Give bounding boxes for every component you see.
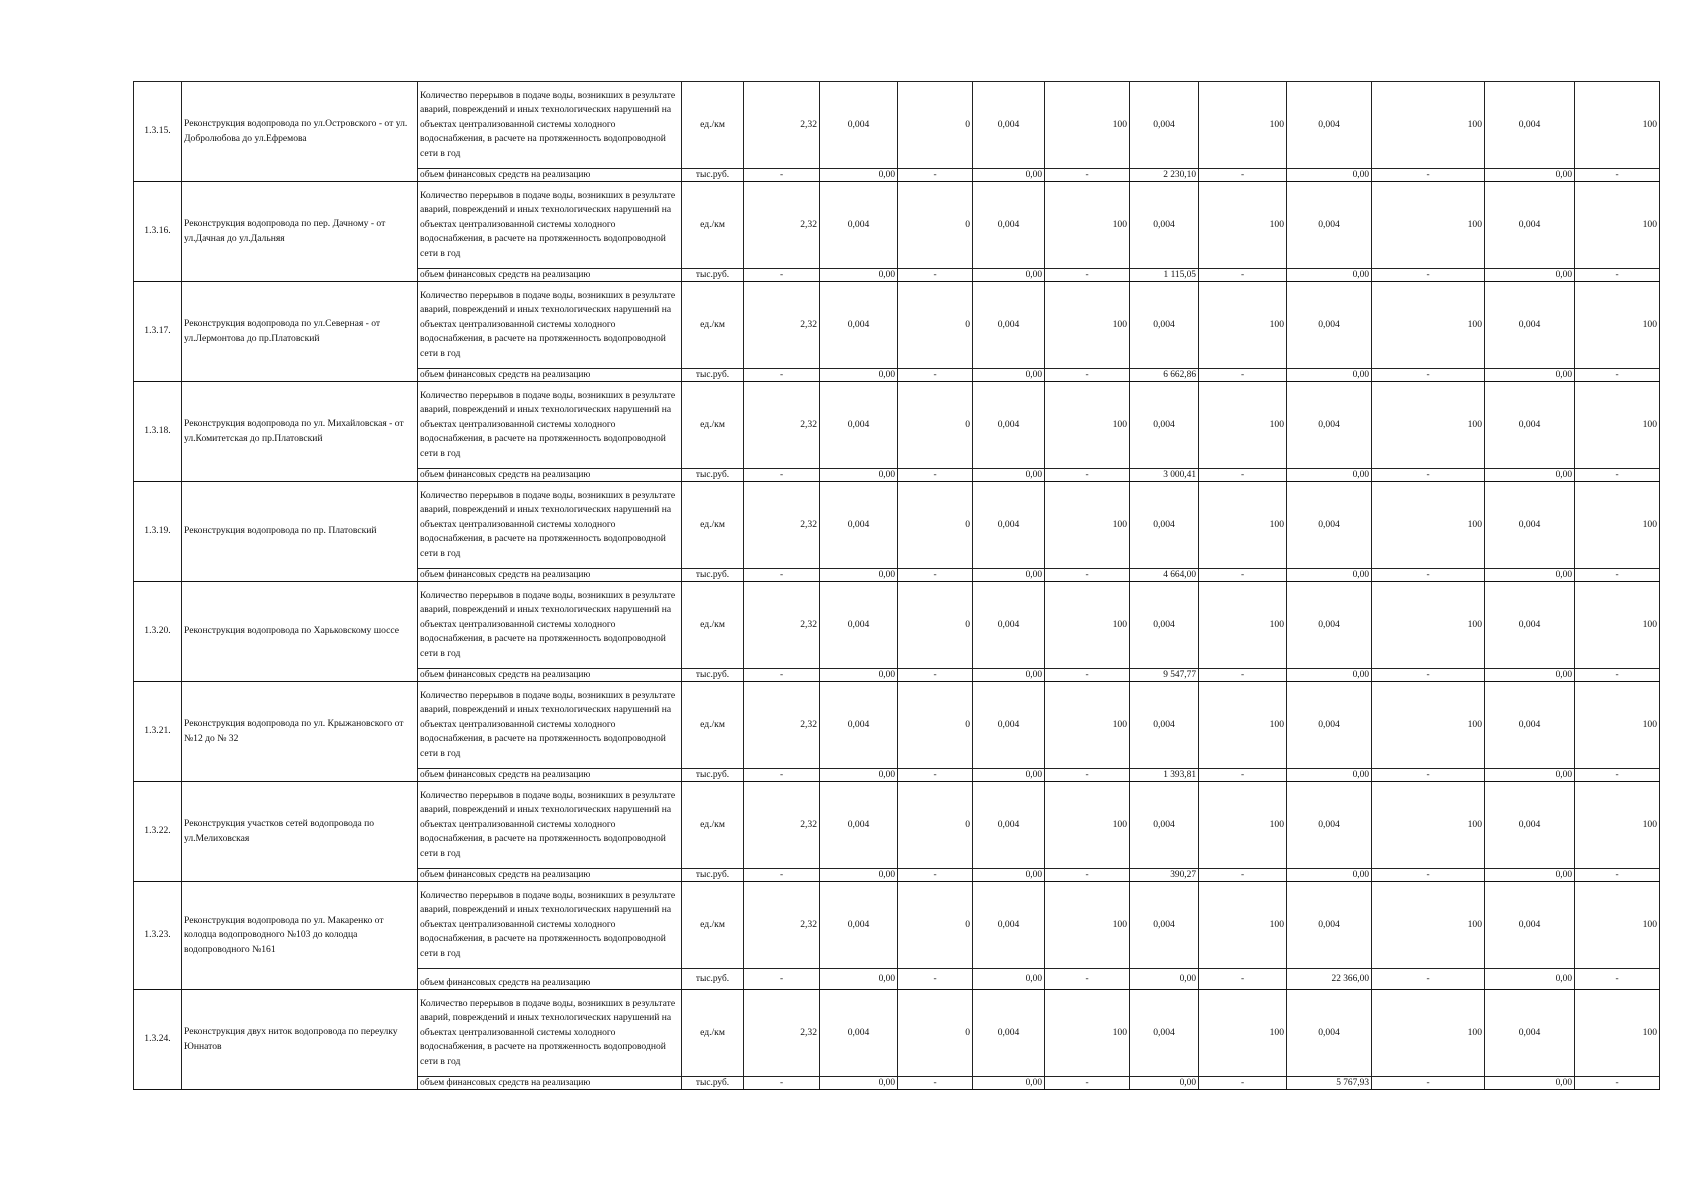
table-row [134,990,1660,1077]
finance-value: - [744,169,820,182]
finance-value: - [1372,569,1485,582]
table-row [134,682,1660,769]
finance-value: 0,00 [1485,869,1575,882]
finance-value: - [898,469,973,482]
finance-value: - [1372,869,1485,882]
unit-cell: ед./км [682,582,744,669]
finance-value: - [744,569,820,582]
finance-value: 0,00 [820,969,898,990]
finance-value: - [1045,1077,1130,1090]
value-cell: 100 [1575,682,1660,769]
finance-value: - [1045,769,1130,782]
finance-value: 0,00 [820,369,898,382]
finance-label: объем финансовых средств на реализацию [418,469,682,482]
value-cell: 100 [1199,282,1287,369]
finance-unit: тыс.руб. [682,169,744,182]
row-number: 1.3.23. [134,882,182,990]
value-cell: 0,004 [1287,882,1372,969]
finance-value: 6 662,86 [1130,369,1199,382]
finance-value: 0,00 [1485,269,1575,282]
finance-value: 0,00 [1287,469,1372,482]
finance-label: объем финансовых средств на реализацию [418,369,682,382]
value-cell: 100 [1045,582,1130,669]
finance-value: - [744,769,820,782]
unit-cell: ед./км [682,182,744,269]
finance-value: 2 230,10 [1130,169,1199,182]
indicator-text: Количество перерывов в подаче воды, возникших в результате аварий, повреждений и иных технологических нарушений на объектах централизованной системы холодного водоснабжения, в расчете на протяженность водопроводной сети в год [418,782,682,869]
finance-value: - [1372,769,1485,782]
row-number: 1.3.20. [134,582,182,682]
value-cell: 0,004 [1287,282,1372,369]
value-cell: 0,004 [973,990,1045,1077]
finance-value: - [1575,569,1660,582]
finance-value: - [1199,869,1287,882]
finance-value: - [898,569,973,582]
value-cell: 0,004 [1130,990,1199,1077]
finance-value: 0,00 [1287,269,1372,282]
table-row [134,582,1660,669]
value-cell: 2,32 [744,682,820,769]
finance-value: - [1372,1077,1485,1090]
finance-value: 5 767,93 [1287,1077,1372,1090]
row-number: 1.3.21. [134,682,182,782]
finance-unit: тыс.руб. [682,269,744,282]
value-cell: 100 [1575,582,1660,669]
finance-value: 0,00 [1485,969,1575,990]
value-cell: 0 [898,682,973,769]
value-cell: 0 [898,282,973,369]
value-cell: 2,32 [744,582,820,669]
value-cell: 100 [1199,382,1287,469]
finance-value: - [1199,969,1287,990]
finance-unit: тыс.руб. [682,369,744,382]
value-cell: 0,004 [1287,782,1372,869]
value-cell: 0,004 [1287,182,1372,269]
value-cell: 100 [1372,582,1485,669]
value-cell: 100 [1372,482,1485,569]
finance-value: 0,00 [1485,569,1575,582]
finance-value: - [1372,969,1485,990]
project-name: Реконструкция водопровода по ул. Макаренко от колодца водопроводного №103 до колодца водопроводного №161 [182,882,418,990]
finance-value: 0,00 [1130,1077,1199,1090]
value-cell: 0 [898,482,973,569]
unit-cell: ед./км [682,482,744,569]
finance-value: 0,00 [1485,369,1575,382]
value-cell: 0,004 [820,682,898,769]
finance-value: 0,00 [1287,569,1372,582]
project-name: Реконструкция водопровода по пер. Дачному - от ул.Дачная до ул.Дальняя [182,182,418,282]
value-cell: 0 [898,382,973,469]
finance-value: 0,00 [1287,169,1372,182]
value-cell: 0 [898,82,973,169]
finance-value: - [1575,469,1660,482]
value-cell: 2,32 [744,282,820,369]
row-number: 1.3.22. [134,782,182,882]
row-number: 1.3.19. [134,482,182,582]
row-number: 1.3.24. [134,990,182,1090]
project-name: Реконструкция водопровода по ул. Крыжановского от №12 до № 32 [182,682,418,782]
value-cell: 100 [1045,782,1130,869]
project-name: Реконструкция водопровода по Харьковскому шоссе [182,582,418,682]
finance-value: 4 664,00 [1130,569,1199,582]
finance-value: - [898,169,973,182]
finance-value: - [1045,969,1130,990]
finance-unit: тыс.руб. [682,669,744,682]
value-cell: 100 [1372,882,1485,969]
finance-value: - [1199,369,1287,382]
finance-value: 0,00 [973,669,1045,682]
finance-unit: тыс.руб. [682,969,744,990]
value-cell: 100 [1045,682,1130,769]
finance-value: - [1199,769,1287,782]
finance-value: - [1045,169,1130,182]
finance-value: - [898,369,973,382]
finance-value: 22 366,00 [1287,969,1372,990]
table-row [134,282,1660,369]
finance-value: - [1045,269,1130,282]
value-cell: 0,004 [1485,682,1575,769]
project-name: Реконструкция участков сетей водопровода по ул.Мелиховская [182,782,418,882]
finance-value: 0,00 [1287,869,1372,882]
finance-value: - [1575,269,1660,282]
finance-value: 0,00 [820,1077,898,1090]
finance-value: 0,00 [973,769,1045,782]
finance-label: объем финансовых средств на реализацию [418,969,682,990]
indicator-text: Количество перерывов в подаче воды, возникших в результате аварий, повреждений и иных технологических нарушений на объектах централизованной системы холодного водоснабжения, в расчете на протяженность водопроводной сети в год [418,882,682,969]
finance-value: - [1372,169,1485,182]
finance-label: объем финансовых средств на реализацию [418,869,682,882]
indicator-text: Количество перерывов в подаче воды, возникших в результате аварий, повреждений и иных технологических нарушений на объектах централизованной системы холодного водоснабжения, в расчете на протяженность водопроводной сети в год [418,182,682,269]
finance-value: 0,00 [973,269,1045,282]
finance-value: - [1575,869,1660,882]
value-cell: 0,004 [1130,582,1199,669]
value-cell: 0,004 [1130,382,1199,469]
finance-value: - [1575,969,1660,990]
value-cell: 0,004 [1485,990,1575,1077]
table-row [134,482,1660,569]
unit-cell: ед./км [682,82,744,169]
finance-value: - [1372,469,1485,482]
unit-cell: ед./км [682,882,744,969]
value-cell: 100 [1575,482,1660,569]
finance-value: 0,00 [973,469,1045,482]
finance-value: - [1575,169,1660,182]
finance-value: 3 000,41 [1130,469,1199,482]
finance-label: объем финансовых средств на реализацию [418,569,682,582]
finance-value: 0,00 [820,769,898,782]
value-cell: 100 [1199,782,1287,869]
value-cell: 2,32 [744,182,820,269]
value-cell: 100 [1575,990,1660,1077]
table-row [134,382,1660,469]
value-cell: 2,32 [744,882,820,969]
indicator-text: Количество перерывов в подаче воды, возникших в результате аварий, повреждений и иных технологических нарушений на объектах централизованной системы холодного водоснабжения, в расчете на протяженность водопроводной сети в год [418,682,682,769]
finance-value: - [898,769,973,782]
value-cell: 100 [1045,82,1130,169]
value-cell: 0 [898,782,973,869]
finance-value: - [1199,169,1287,182]
value-cell: 0,004 [820,182,898,269]
finance-value: - [744,969,820,990]
value-cell: 100 [1199,990,1287,1077]
finance-value: - [744,1077,820,1090]
project-name: Реконструкция водопровода по ул.Северная - от ул.Лермонтова до пр.Платовский [182,282,418,382]
finance-value: 1 115,05 [1130,269,1199,282]
finance-value: 0,00 [820,669,898,682]
finance-label: объем финансовых средств на реализацию [418,669,682,682]
value-cell: 0,004 [973,682,1045,769]
value-cell: 2,32 [744,382,820,469]
project-name: Реконструкция двух ниток водопровода по переулку Юннатов [182,990,418,1090]
value-cell: 100 [1199,882,1287,969]
value-cell: 0,004 [820,882,898,969]
finance-value: - [744,869,820,882]
value-cell: 100 [1575,182,1660,269]
finance-value: 0,00 [1485,769,1575,782]
value-cell: 0,004 [973,382,1045,469]
value-cell: 0,004 [1485,282,1575,369]
finance-value: - [1045,569,1130,582]
project-name: Реконструкция водопровода по пр. Платовский [182,482,418,582]
value-cell: 0,004 [973,582,1045,669]
value-cell: 2,32 [744,782,820,869]
value-cell: 0,004 [973,482,1045,569]
value-cell: 0,004 [973,182,1045,269]
value-cell: 0 [898,182,973,269]
finance-value: 0,00 [973,569,1045,582]
indicator-text: Количество перерывов в подаче воды, возникших в результате аварий, повреждений и иных технологических нарушений на объектах централизованной системы холодного водоснабжения, в расчете на протяженность водопроводной сети в год [418,582,682,669]
row-number: 1.3.18. [134,382,182,482]
finance-value: - [1575,669,1660,682]
finance-value: - [1199,469,1287,482]
finance-value: 0,00 [1130,969,1199,990]
value-cell: 2,32 [744,482,820,569]
finance-value: - [1575,1077,1660,1090]
finance-value: - [1199,569,1287,582]
value-cell: 0,004 [1287,382,1372,469]
value-cell: 0,004 [820,482,898,569]
value-cell: 0,004 [1130,82,1199,169]
finance-value: - [1045,369,1130,382]
finance-value: 0,00 [1287,369,1372,382]
indicator-text: Количество перерывов в подаче воды, возникших в результате аварий, повреждений и иных технологических нарушений на объектах централизованной системы холодного водоснабжения, в расчете на протяженность водопроводной сети в год [418,482,682,569]
finance-value: - [1045,469,1130,482]
unit-cell: ед./км [682,382,744,469]
project-name: Реконструкция водопровода по ул.Островского - от ул. Добролюбова до ул.Ефремова [182,82,418,182]
value-cell: 100 [1372,182,1485,269]
value-cell: 100 [1372,282,1485,369]
finance-value: - [1045,869,1130,882]
value-cell: 0,004 [1485,382,1575,469]
value-cell: 100 [1372,382,1485,469]
value-cell: 100 [1372,782,1485,869]
value-cell: 100 [1045,382,1130,469]
finance-value: 0,00 [1485,169,1575,182]
value-cell: 100 [1045,182,1130,269]
value-cell: 100 [1372,682,1485,769]
value-cell: 0,004 [1287,82,1372,169]
value-cell: 0 [898,582,973,669]
value-cell: 0 [898,882,973,969]
value-cell: 2,32 [744,82,820,169]
finance-value: 0,00 [1287,769,1372,782]
project-name: Реконструкция водопровода по ул. Михайловская - от ул.Комитетская до пр.Платовский [182,382,418,482]
finance-value: - [1372,369,1485,382]
finance-value: - [744,269,820,282]
value-cell: 0,004 [1130,782,1199,869]
finance-value: 0,00 [973,1077,1045,1090]
row-number: 1.3.16. [134,182,182,282]
value-cell: 0,004 [1130,182,1199,269]
value-cell: 0,004 [1287,582,1372,669]
finance-value: - [898,1077,973,1090]
value-cell: 100 [1575,782,1660,869]
value-cell: 0,004 [1485,182,1575,269]
finance-value: - [1575,769,1660,782]
finance-value: - [898,669,973,682]
finance-value: - [744,669,820,682]
finance-value: - [1575,369,1660,382]
finance-value: 0,00 [973,369,1045,382]
finance-value: - [898,269,973,282]
finance-value: 0,00 [973,969,1045,990]
value-cell: 100 [1045,882,1130,969]
value-cell: 100 [1372,990,1485,1077]
finance-value: - [898,869,973,882]
value-cell: 100 [1575,882,1660,969]
finance-value: - [1372,669,1485,682]
value-cell: 0,004 [820,382,898,469]
indicator-text: Количество перерывов в подаче воды, возникших в результате аварий, повреждений и иных технологических нарушений на объектах централизованной системы холодного водоснабжения, в расчете на протяженность водопроводной сети в год [418,282,682,369]
value-cell: 0,004 [1287,990,1372,1077]
finance-unit: тыс.руб. [682,1077,744,1090]
value-cell: 0,004 [820,82,898,169]
table-row [134,882,1660,969]
finance-value: 0,00 [820,269,898,282]
finance-value: 0,00 [973,869,1045,882]
water-supply-table [133,81,1660,1090]
value-cell: 0,004 [1130,882,1199,969]
finance-value: 0,00 [1485,669,1575,682]
finance-value: - [744,469,820,482]
value-cell: 0,004 [1485,482,1575,569]
table-row [134,82,1660,169]
finance-value: 0,00 [1485,469,1575,482]
value-cell: 100 [1045,282,1130,369]
value-cell: 0,004 [973,82,1045,169]
finance-value: 0,00 [820,169,898,182]
finance-value: 0,00 [820,469,898,482]
value-cell: 100 [1199,482,1287,569]
value-cell: 0,004 [1485,582,1575,669]
value-cell: 100 [1045,482,1130,569]
indicator-text: Количество перерывов в подаче воды, возникших в результате аварий, повреждений и иных технологических нарушений на объектах централизованной системы холодного водоснабжения, в расчете на протяженность водопроводной сети в год [418,382,682,469]
finance-label: объем финансовых средств на реализацию [418,169,682,182]
value-cell: 100 [1575,382,1660,469]
value-cell: 100 [1575,282,1660,369]
finance-value: 0,00 [973,169,1045,182]
finance-unit: тыс.руб. [682,869,744,882]
finance-label: объем финансовых средств на реализацию [418,269,682,282]
value-cell: 0,004 [1485,882,1575,969]
value-cell: 0,004 [820,990,898,1077]
finance-label: объем финансовых средств на реализацию [418,769,682,782]
value-cell: 0 [898,990,973,1077]
indicator-text: Количество перерывов в подаче воды, возникших в результате аварий, повреждений и иных технологических нарушений на объектах централизованной системы холодного водоснабжения, в расчете на протяженность водопроводной сети в год [418,990,682,1077]
value-cell: 0,004 [973,782,1045,869]
value-cell: 0,004 [1485,782,1575,869]
finance-value: - [744,369,820,382]
unit-cell: ед./км [682,282,744,369]
value-cell: 0,004 [1130,482,1199,569]
finance-value: 9 547,77 [1130,669,1199,682]
finance-unit: тыс.руб. [682,569,744,582]
table-row [134,782,1660,869]
unit-cell: ед./км [682,990,744,1077]
finance-value: 0,00 [1485,1077,1575,1090]
finance-value: - [1372,269,1485,282]
value-cell: 100 [1199,82,1287,169]
table-row [134,182,1660,269]
finance-value: 0,00 [820,569,898,582]
finance-unit: тыс.руб. [682,769,744,782]
row-number: 1.3.17. [134,282,182,382]
finance-value: - [1199,269,1287,282]
value-cell: 100 [1575,82,1660,169]
value-cell: 0,004 [1287,682,1372,769]
indicator-text: Количество перерывов в подаче воды, возникших в результате аварий, повреждений и иных технологических нарушений на объектах централизованной системы холодного водоснабжения, в расчете на протяженность водопроводной сети в год [418,82,682,169]
value-cell: 100 [1045,990,1130,1077]
finance-label: объем финансовых средств на реализацию [418,1077,682,1090]
value-cell: 100 [1372,82,1485,169]
unit-cell: ед./км [682,682,744,769]
row-number: 1.3.15. [134,82,182,182]
finance-unit: тыс.руб. [682,469,744,482]
finance-value: 0,00 [820,869,898,882]
value-cell: 0,004 [1287,482,1372,569]
value-cell: 0,004 [973,882,1045,969]
value-cell: 0,004 [973,282,1045,369]
value-cell: 0,004 [820,782,898,869]
document-page [133,81,1657,1090]
unit-cell: ед./км [682,782,744,869]
value-cell: 0,004 [1485,82,1575,169]
value-cell: 0,004 [820,582,898,669]
value-cell: 100 [1199,182,1287,269]
value-cell: 0,004 [1130,682,1199,769]
value-cell: 100 [1199,682,1287,769]
finance-value: - [1199,1077,1287,1090]
value-cell: 0,004 [820,282,898,369]
finance-value: 390,27 [1130,869,1199,882]
finance-value: - [1199,669,1287,682]
finance-value: - [1045,669,1130,682]
value-cell: 2,32 [744,990,820,1077]
finance-value: 1 393,81 [1130,769,1199,782]
finance-value: 0,00 [1287,669,1372,682]
value-cell: 100 [1199,582,1287,669]
value-cell: 0,004 [1130,282,1199,369]
finance-value: - [898,969,973,990]
